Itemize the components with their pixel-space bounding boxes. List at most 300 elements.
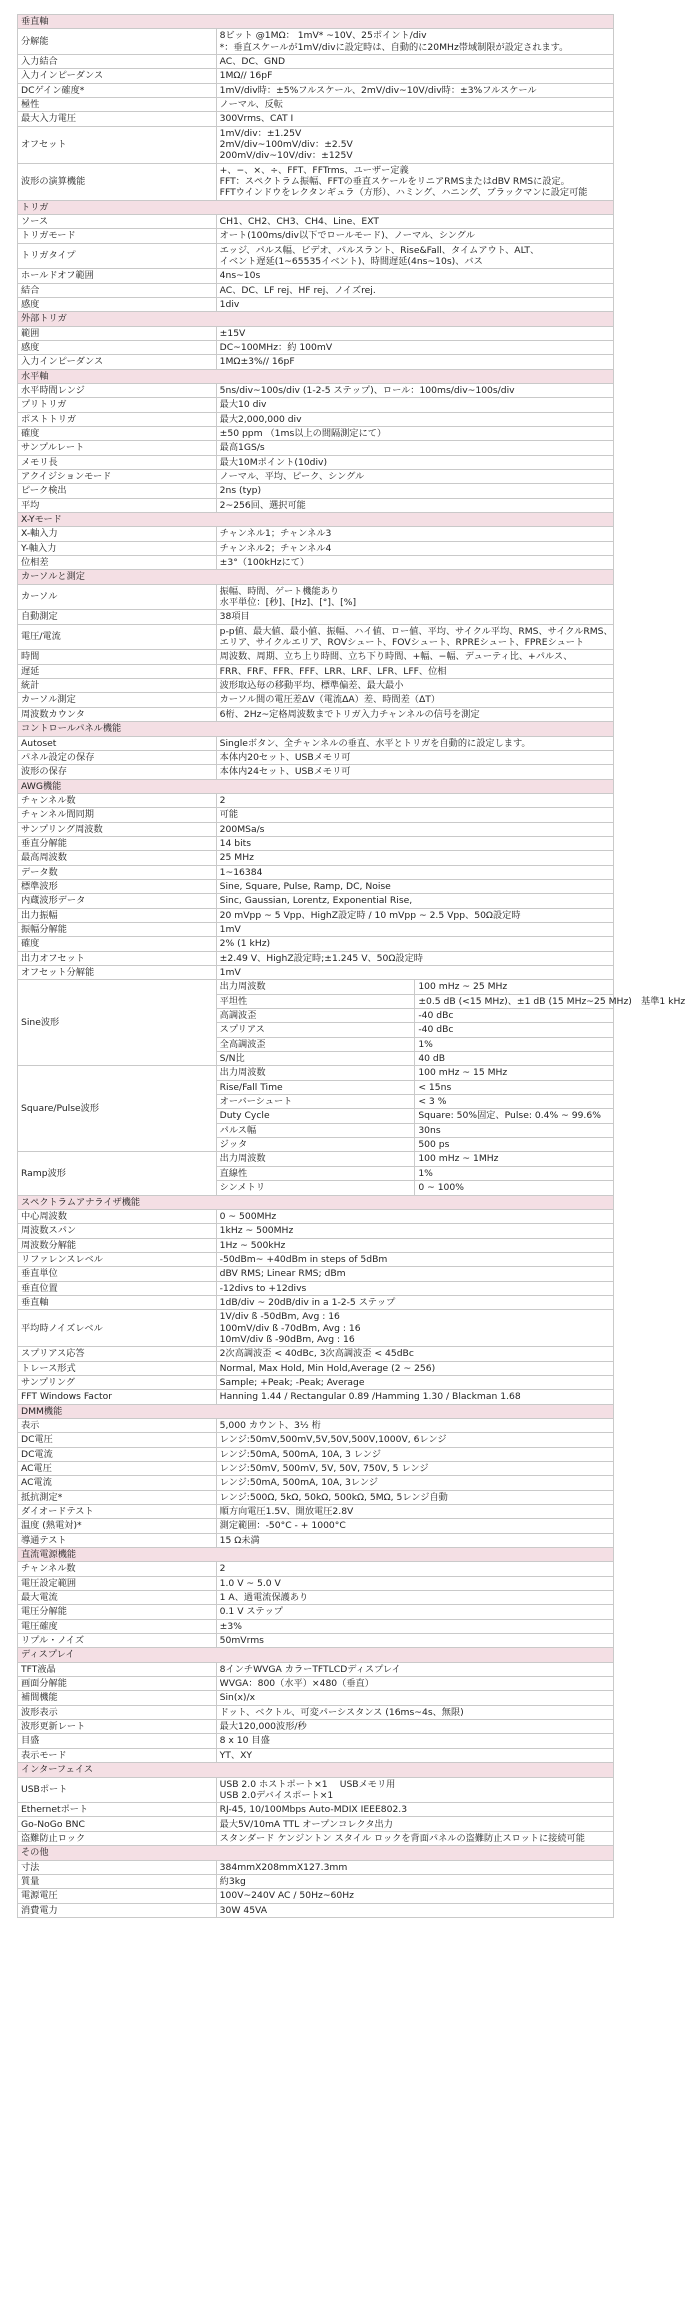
spec-value: AC、DC、GND [216,54,613,68]
spec-label: FFT Windows Factor [18,1390,217,1404]
spec-value: 本体内24セット、USBメモリ可 [216,765,613,779]
spec-value: +、−、×、÷、FFT、FFTrms、ユーザー定義 FFT：スペクトラム振幅、FFTの垂直スケールをリニアRMSまたはdBV RMSに設定。 FFTウインドウをレクタンギュラ（方形）、ハミング、ハニング、ブラックマンに設定可能 [216,163,613,200]
spec-value: AC、DC、LF rej、HF rej、ノイズrej. [216,283,613,297]
spec-sub-label: オーバーシュート [216,1095,415,1109]
spec-value: Sample; +Peak; -Peak; Average [216,1375,613,1389]
spec-label: 感度 [18,297,217,311]
spec-row [18,1734,614,1748]
spec-value: 1kHz ~ 500MHz [216,1224,613,1238]
spec-value: チャンネル1；チャンネル3 [216,527,613,541]
spec-label: 入力結合 [18,54,217,68]
spec-row [18,1375,614,1389]
spec-row [18,1238,614,1252]
spec-row [18,1831,614,1845]
spec-row [18,1691,614,1705]
spec-row [18,1347,614,1361]
spec-value: 1mV/div：±1.25V 2mV/div~100mV/div：±2.5V 200mV/div~10V/div：±125V [216,126,613,163]
spec-label: 目盛 [18,1734,217,1748]
spec-label: DCゲイン確度* [18,83,217,97]
spec-row [18,1889,614,1903]
spec-label: 振幅分解能 [18,922,217,936]
spec-value: 最大2,000,000 div [216,412,613,426]
spec-label: 入力インピーダンス [18,69,217,83]
spec-label: 垂直分解能 [18,836,217,850]
spec-label: トリガタイプ [18,243,217,269]
spec-row [18,112,614,126]
spec-label: 自動測定 [18,610,217,624]
spec-value: 約3kg [216,1874,613,1888]
spec-row [18,69,614,83]
section-header [18,513,614,527]
spec-row [18,326,614,340]
spec-row [18,427,614,441]
section-header [18,779,614,793]
spec-sub-value: 500 ps [415,1138,614,1152]
spec-value: YT、XY [216,1748,613,1762]
spec-sub-row [18,980,614,994]
spec-row [18,584,614,610]
spec-row [18,163,614,200]
spec-label: チャンネル数 [18,793,217,807]
spec-row [18,908,614,922]
section-title: 外部トリガ [18,312,614,326]
spec-label: 最大電流 [18,1591,217,1605]
spec-value: 38項目 [216,610,613,624]
spec-value: 50mVrms [216,1634,613,1648]
spec-row [18,269,614,283]
spec-row [18,1447,614,1461]
spec-value: 1 A、過電流保護あり [216,1591,613,1605]
spec-label: メモリ長 [18,455,217,469]
spec-value: dBV RMS; Linear RMS; dBm [216,1267,613,1281]
spec-label: ピーク検出 [18,484,217,498]
spec-row [18,624,614,650]
spec-value: 200MSa/s [216,822,613,836]
spec-sub-value: 40 dB [415,1052,614,1066]
spec-row [18,1874,614,1888]
section-title: X-Yモード [18,513,614,527]
section-title: カーソルと測定 [18,570,614,584]
spec-value: ±3°（100kHzにて） [216,556,613,570]
spec-group-label: Square/Pulse波形 [18,1066,217,1152]
spec-value: 0.1 V ステップ [216,1605,613,1619]
spec-row [18,1433,614,1447]
spec-value: ±2.49 V、HighZ設定時;±1.245 V、50Ω設定時 [216,951,613,965]
section-header [18,15,614,29]
spec-sub-label: スプリアス [216,1023,415,1037]
spec-value: 1dB/div ~ 20dB/div in a 1-2-5 ステップ [216,1295,613,1309]
spec-label: 最大入力電圧 [18,112,217,126]
spec-label: 入力インピーダンス [18,355,217,369]
spec-label: プリトリガ [18,398,217,412]
spec-row [18,297,614,311]
spec-value: 最大5V/10mA TTL オープンコレクタ出力 [216,1817,613,1831]
spec-row [18,83,614,97]
spec-row [18,693,614,707]
section-title: 水平軸 [18,369,614,383]
section-title: AWG機能 [18,779,614,793]
spec-label: 電圧確度 [18,1619,217,1633]
spec-sub-label: 高調波歪 [216,1009,415,1023]
spec-row [18,736,614,750]
spec-label: 消費電力 [18,1903,217,1917]
spec-value: 384mmX208mmX127.3mm [216,1860,613,1874]
spec-sub-value: 1% [415,1166,614,1180]
spec-row [18,1777,614,1803]
spec-row [18,1903,614,1917]
spec-value: 25 MHz [216,851,613,865]
spec-value: 0 ~ 500MHz [216,1209,613,1223]
spec-value: ±3% [216,1619,613,1633]
spec-value: 2ns (typ) [216,484,613,498]
spec-row [18,937,614,951]
spec-label: 最高周波数 [18,851,217,865]
spec-sub-value: -40 dBc [415,1023,614,1037]
spec-value: WVGA：800（水平）×480（垂直） [216,1677,613,1691]
spec-row [18,836,614,850]
spec-label: オフセット [18,126,217,163]
spec-label: 垂直軸 [18,1295,217,1309]
spec-row [18,412,614,426]
section-header [18,369,614,383]
spec-row [18,398,614,412]
spec-value: USB 2.0 ホストポート×1 USBメモリ用 USB 2.0デバイスポート×1 [216,1777,613,1803]
spec-label: 感度 [18,340,217,354]
spec-sub-value: ±0.5 dB (<15 MHz)、±1 dB (15 MHz~25 MHz) 基準1 kHz [415,994,614,1008]
spec-label: ソース [18,214,217,228]
section-title: トリガ [18,200,614,214]
spec-label: Autoset [18,736,217,750]
spec-value: 300Vrms、CAT Ⅰ [216,112,613,126]
spec-row [18,1295,614,1309]
spec-row [18,541,614,555]
spec-label: リファレンスレベル [18,1252,217,1266]
spec-label: ホールドオフ範囲 [18,269,217,283]
spec-label: 周波数カウンタ [18,707,217,721]
spec-label: チャンネル間同期 [18,808,217,822]
spec-value: スタンダード ケンジントン スタイル ロックを背面パネルの盗難防止スロットに接続可能 [216,1831,613,1845]
section-header [18,1846,614,1860]
spec-label: 導通テスト [18,1533,217,1547]
spec-row [18,556,614,570]
spec-label: 統計 [18,679,217,693]
spec-value: オート(100ms/div以下でロールモード)、ノーマル、シングル [216,229,613,243]
spec-value: 5ns/div~100s/div (1-2-5 ステップ)、ロール：100ms/div~100s/div [216,384,613,398]
spec-value: ドット、ベクトル、可変パーシスタンス (16ms~4s、無限) [216,1705,613,1719]
section-header [18,1404,614,1418]
spec-sub-label: Rise/Fall Time [216,1080,415,1094]
spec-row [18,126,614,163]
spec-value: 1V/div ß -50dBm, Avg : 16 100mV/div ß -70dBm, Avg : 16 10mV/div ß -90dBm, Avg : 16 [216,1310,613,1347]
spec-value: 可能 [216,808,613,822]
spec-sub-label: シンメトリ [216,1181,415,1195]
spec-sub-value: 100 mHz ~ 1MHz [415,1152,614,1166]
spec-row [18,1310,614,1347]
spec-table-body [18,15,685,1918]
spec-value: FRR、FRF、FFR、FFF、LRR、LRF、LFR、LFF、位相 [216,664,613,678]
spec-row [18,1803,614,1817]
spec-row [18,894,614,908]
spec-sub-value: 30ns [415,1123,614,1137]
spec-value: 2~256回、選択可能 [216,498,613,512]
spec-label: リプル・ノイズ [18,1634,217,1648]
spec-row [18,229,614,243]
spec-row [18,1576,614,1590]
spec-sub-value: < 3 % [415,1095,614,1109]
spec-label: トレース形式 [18,1361,217,1375]
spec-value: Normal, Max Hold, Min Hold,Average (2 ~ 256) [216,1361,613,1375]
spec-value: 15 Ω未満 [216,1533,613,1547]
spec-value: 6桁、2Hz~定格周波数までトリガ入力チャンネルの信号を測定 [216,707,613,721]
spec-label: 周波数スパン [18,1224,217,1238]
spec-row [18,470,614,484]
spec-value: 8 x 10 目盛 [216,1734,613,1748]
section-title: 垂直軸 [18,15,614,29]
spec-sub-label: 出力周波数 [216,1066,415,1080]
spec-value: 1~16384 [216,865,613,879]
spec-row [18,1281,614,1295]
spec-label: オフセット分解能 [18,966,217,980]
spec-value: CH1、CH2、CH3、CH4、Line、EXT [216,214,613,228]
spec-value: レンジ:50mV,500mV,5V,50V,500V,1000V, 6レンジ [216,1433,613,1447]
spec-value: 5,000 カウント、3½ 桁 [216,1418,613,1432]
spec-row [18,650,614,664]
spec-value: 4ns~10s [216,269,613,283]
spec-row [18,1224,614,1238]
spec-sub-label: ジッタ [216,1138,415,1152]
spec-sub-value: 100 mHz ~ 25 MHz [415,980,614,994]
spec-label: 画面分解能 [18,1677,217,1691]
spec-label: 波形の保存 [18,765,217,779]
spec-sub-label: 出力周波数 [216,1152,415,1166]
spec-value: 順方向電圧1.5V、開放電圧2.8V [216,1504,613,1518]
spec-label: 平均時ノイズレベル [18,1310,217,1347]
section-title: 直流電源機能 [18,1548,614,1562]
spec-row [18,1662,614,1676]
spec-value: 2次高調波歪 < 40dBc, 3次高調波歪 < 45dBc [216,1347,613,1361]
spec-row [18,498,614,512]
spec-label: 中心周波数 [18,1209,217,1223]
spec-label: AC電流 [18,1476,217,1490]
spec-row [18,1209,614,1223]
spec-label: 結合 [18,283,217,297]
spec-value: レンジ:50mA, 500mA, 10A, 3 レンジ [216,1447,613,1461]
spec-row [18,1677,614,1691]
spec-value: ±15V [216,326,613,340]
spec-label: アクイジションモード [18,470,217,484]
spec-value: 2% (1 kHz) [216,937,613,951]
spec-row [18,1705,614,1719]
spec-row [18,1605,614,1619]
spec-row [18,527,614,541]
spec-sheet [17,14,685,1918]
spec-label: 垂直単位 [18,1267,217,1281]
spec-value: ノーマル、平均、ピーク、シングル [216,470,613,484]
spec-row [18,851,614,865]
spec-row [18,1490,614,1504]
spec-label: Ethernetポート [18,1803,217,1817]
spec-value: 最大10Mポイント(10div) [216,455,613,469]
spec-value: カーソル間の電圧差ΔV（電流ΔA）差、時間差（ΔT） [216,693,613,707]
spec-value: 100V~240V AC / 50Hz~60Hz [216,1889,613,1903]
spec-sub-label: 直線性 [216,1166,415,1180]
spec-label: 位相差 [18,556,217,570]
section-title: その他 [18,1846,614,1860]
spec-value: p-p値、最大値、最小値、振幅、ハイ値、ロー値、平均、サイクル平均、RMS、サイクルRMS、 エリア、サイクルエリア、ROVシュート、FOVシュート、RPREシュート、FPREシュート [216,624,613,650]
spec-row [18,966,614,980]
spec-row [18,441,614,455]
spec-table [17,14,685,1918]
section-header [18,1548,614,1562]
spec-label: カーソル測定 [18,693,217,707]
spec-row [18,822,614,836]
spec-row [18,808,614,822]
spec-label: サンプルレート [18,441,217,455]
spec-value: エッジ、パルス幅、ビデオ、パルスラント、Rise&Fall、タイムアウト、ALT、 イベント遅延(1~65535イベント)、時間遅延(4ns~10s)、バス [216,243,613,269]
section-title: スペクトラムアナライザ機能 [18,1195,614,1209]
spec-value: 2 [216,793,613,807]
spec-label: 抵抗測定* [18,1490,217,1504]
spec-row [18,1817,614,1831]
spec-row [18,340,614,354]
spec-label: DC電圧 [18,1433,217,1447]
spec-label: 出力オフセット [18,951,217,965]
spec-value: 20 mVpp ~ 5 Vpp、HighZ設定時 / 10 mVpp ~ 2.5 Vpp、50Ω設定時 [216,908,613,922]
spec-value: レンジ:50mV, 500mV, 5V, 50V, 750V, 5 レンジ [216,1461,613,1475]
spec-row [18,793,614,807]
spec-label: 時間 [18,650,217,664]
section-title: インターフェイス [18,1763,614,1777]
spec-label: 範囲 [18,326,217,340]
spec-label: 温度 (熱電対)* [18,1519,217,1533]
spec-row [18,679,614,693]
spec-value: 1MΩ±3%// 16pF [216,355,613,369]
spec-sub-label: 全高調波歪 [216,1037,415,1051]
section-header [18,312,614,326]
section-header [18,1648,614,1662]
spec-group-label: Sine波形 [18,980,217,1066]
spec-value: DC~100MHz：約 100mV [216,340,613,354]
spec-row [18,879,614,893]
spec-label: サンプリング周波数 [18,822,217,836]
spec-sub-value: 1% [415,1037,614,1051]
spec-value: 最大10 div [216,398,613,412]
spec-sub-label: 出力周波数 [216,980,415,994]
spec-value: Sine, Square, Pulse, Ramp, DC, Noise [216,879,613,893]
spec-row [18,750,614,764]
spec-row [18,1390,614,1404]
spec-row [18,1634,614,1648]
spec-value: 1mV/div時：±5%フルスケール、2mV/div~10V/div時：±3%フルスケール [216,83,613,97]
spec-label: 電源電圧 [18,1889,217,1903]
spec-sub-label: パルス幅 [216,1123,415,1137]
spec-value: ±50 ppm （1ms以上の間隔測定にて） [216,427,613,441]
spec-sub-row [18,1152,614,1166]
section-title: DMM機能 [18,1404,614,1418]
spec-row [18,455,614,469]
section-title: コントロールパネル機能 [18,722,614,736]
spec-row [18,865,614,879]
spec-row [18,384,614,398]
spec-label: Go-NoGo BNC [18,1817,217,1831]
spec-label: 分解能 [18,29,217,55]
spec-label: スプリアス応答 [18,1347,217,1361]
spec-label: 電圧分解能 [18,1605,217,1619]
spec-label: 出力振幅 [18,908,217,922]
spec-row [18,1619,614,1633]
spec-sub-value: Square: 50%固定、Pulse: 0.4% ~ 99.6% [415,1109,614,1123]
spec-label: ダイオードテスト [18,1504,217,1518]
spec-row [18,98,614,112]
spec-value: 振幅、時間、ゲート機能あり 水平単位：[秒]、[Hz]、[°]、[%] [216,584,613,610]
spec-value: Sin(x)/x [216,1691,613,1705]
spec-label: 盗難防止ロック [18,1831,217,1845]
spec-label: 周波数分解能 [18,1238,217,1252]
spec-row [18,214,614,228]
spec-row [18,1461,614,1475]
spec-label: X-軸入力 [18,527,217,541]
spec-label: 確度 [18,937,217,951]
spec-value: 最大120,000波形/秒 [216,1720,613,1734]
spec-row [18,922,614,936]
spec-value: 1div [216,297,613,311]
spec-label: 波形表示 [18,1705,217,1719]
spec-label: 寸法 [18,1860,217,1874]
spec-row [18,707,614,721]
spec-row [18,54,614,68]
spec-label: 表示モード [18,1748,217,1762]
spec-value: 8インチWVGA カラーTFTLCDディスプレイ [216,1662,613,1676]
section-header [18,570,614,584]
spec-sub-value: 0 ~ 100% [415,1181,614,1195]
spec-label: Y-軸入力 [18,541,217,555]
spec-label: 内蔵波形データ [18,894,217,908]
spec-row [18,1504,614,1518]
spec-label: USBポート [18,1777,217,1803]
spec-value: RJ-45, 10/100Mbps Auto-MDIX IEEE802.3 [216,1803,613,1817]
spec-row [18,1252,614,1266]
spec-label: カーソル [18,584,217,610]
spec-label: 電圧設定範囲 [18,1576,217,1590]
spec-sub-value: 100 mHz ~ 15 MHz [415,1066,614,1080]
spec-label: 極性 [18,98,217,112]
spec-sub-value: -40 dBc [415,1009,614,1023]
spec-sub-label: S/N比 [216,1052,415,1066]
spec-value: 14 bits [216,836,613,850]
spec-row [18,664,614,678]
spec-label: AC電圧 [18,1461,217,1475]
spec-label: TFT液晶 [18,1662,217,1676]
spec-row [18,29,614,55]
spec-value: 1MΩ// 16pF [216,69,613,83]
spec-row [18,1860,614,1874]
spec-sub-label: Duty Cycle [216,1109,415,1123]
spec-group-label: Ramp波形 [18,1152,217,1195]
spec-row [18,243,614,269]
spec-label: 補間機能 [18,1691,217,1705]
section-header [18,1195,614,1209]
spec-value: レンジ:500Ω, 5kΩ, 50kΩ, 500kΩ, 5MΩ, 5レンジ自動 [216,1490,613,1504]
spec-row [18,1418,614,1432]
spec-value: 2 [216,1562,613,1576]
section-header [18,1763,614,1777]
spec-label: 電圧/電流 [18,624,217,650]
spec-row [18,765,614,779]
spec-value: 周波数、周期、立ち上り時間、立ち下り時間、+幅、−幅、デューティ比、+パルス、 [216,650,613,664]
spec-value: 1mV [216,966,613,980]
spec-label: サンプリング [18,1375,217,1389]
spec-row [18,484,614,498]
